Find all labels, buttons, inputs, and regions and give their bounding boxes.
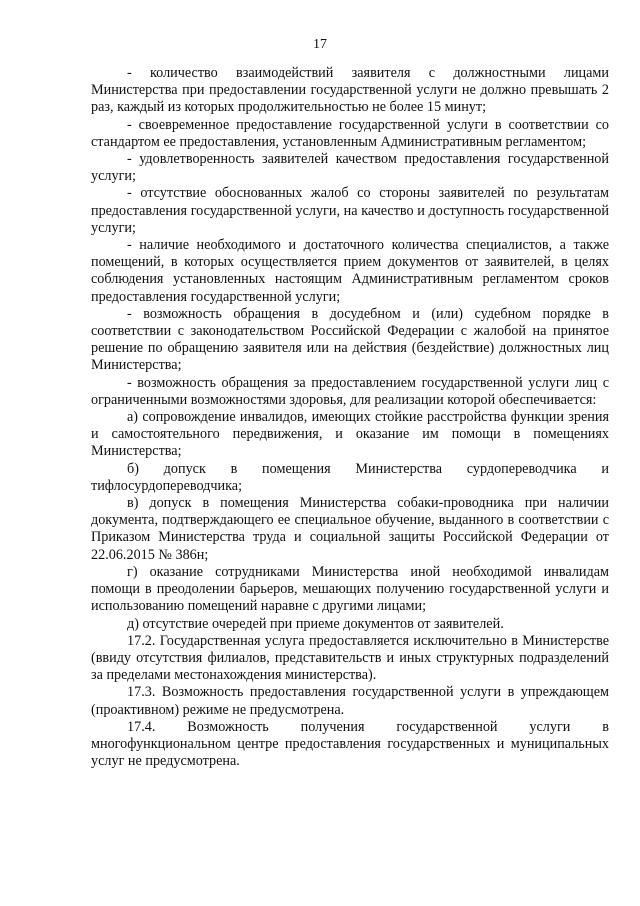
paragraph-specialists: - наличие необходимого и достаточного количества специалистов, а также помещений, в которых осуществляется прием документов от заявителей, в целях соблюдения установленных настоящим Административным регламентом сроков предоставления государственной услуги; xyxy=(91,237,609,305)
page-number: 17 xyxy=(313,37,327,52)
paragraph-item-d: д) отсутствие очередей при приеме документов от заявителей. xyxy=(127,615,504,632)
paragraph-17-4: 17.4. Возможность получения государственной услуги в многофункциональном центре предоставления государственных и муниципальных услуг не предусмотрена. xyxy=(91,718,609,770)
paragraph-disabled-access: - возможность обращения за предоставлением государственной услуги лиц с ограниченными возможностями здоровья, для реализации которой обеспечивается: xyxy=(91,374,609,408)
paragraph-item-a: а) сопровождение инвалидов, имеющих стойкие расстройства функции зрения и самостоятельного передвижения, и оказание им помощи в помещениях Министерства; xyxy=(91,409,609,460)
paragraph-satisfaction: - удовлетворенность заявителей качеством предоставления государственной услуги; xyxy=(91,151,609,185)
paragraph-item-b: б) допуск в помещения Министерства сурдопереводчика и тифлосурдопереводчика; xyxy=(91,460,609,494)
paragraph-interactions-limit: - количество взаимодействий заявителя с должностными лицами Министерства при предоставлении государственной услуги не должно превышать 2 раз, каждый из которых продолжительностью не более 15 минут; xyxy=(91,65,609,116)
paragraph-item-g: г) оказание сотрудниками Министерства иной необходимой инвалидам помощи в преодолении барьеров, мешающих получению государственной услуги и использованию помещений наравне с другими лицами; xyxy=(91,563,609,615)
paragraph-item-v: в) допуск в помещения Министерства собаки-проводника при наличии документа, подтверждающего ее специальное обучение, выданного в соответствии с Приказом Министерства труда и социальной защиты Российской Федерации от 22.06.2015 № 386н; xyxy=(91,495,609,563)
document-body xyxy=(91,65,609,770)
paragraph-no-complaints: - отсутствие обоснованных жалоб со стороны заявителей по результатам предоставления государственной услуги, на качество и доступность государственной услуги; xyxy=(91,185,609,236)
paragraph-17-2: 17.2. Государственная услуга предоставляется исключительно в Министерстве (ввиду отсутствия филиалов, представительств и иных структурных подразделений за пределами местонахождения министерства). xyxy=(91,632,609,684)
paragraph-timely-provision: - своевременное предоставление государственной услуги в соответствии со стандартом ее предоставления, установленным Административным регламентом; xyxy=(91,116,609,150)
paragraph-appeal: - возможность обращения в досудебном и (или) судебном порядке в соответствии с законодательством Российской Федерации с жалобой на принятое решение по обращению заявителя или на действия (бездействие) должностных лиц Министерства; xyxy=(91,305,609,374)
paragraph-17-3: 17.3. Возможность предоставления государственной услуги в упреждающем (проактивном) режиме не предусмотрена. xyxy=(91,684,609,718)
